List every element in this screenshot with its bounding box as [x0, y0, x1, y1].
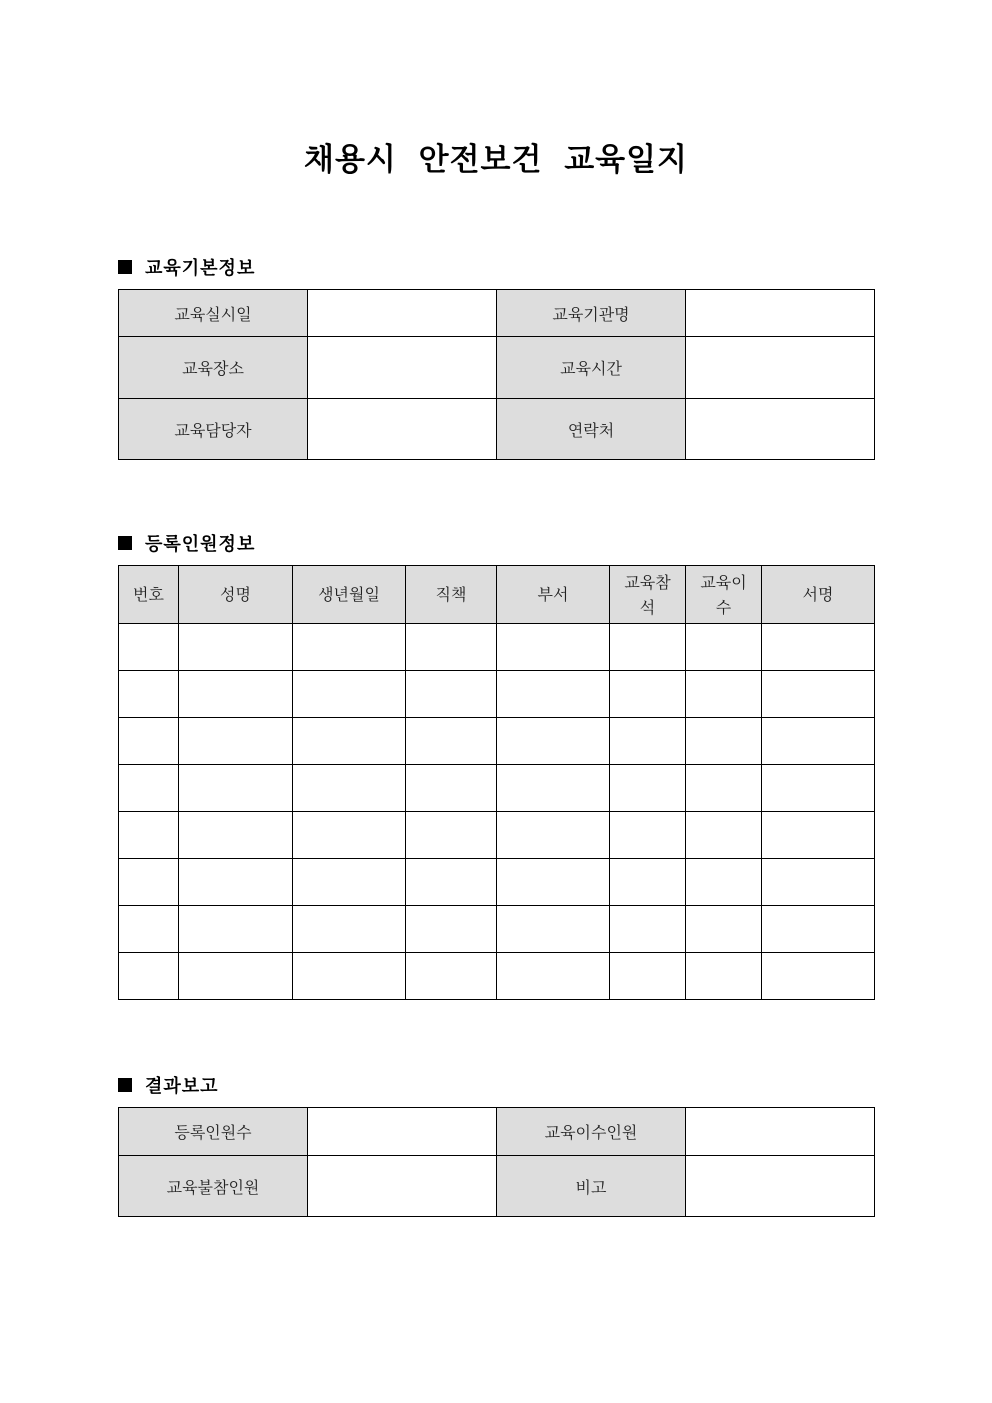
cell-completion[interactable]: [686, 671, 762, 718]
result-report-table: [118, 1107, 875, 1217]
black-square-bullet-icon: [118, 260, 132, 274]
label-absent-count: 교육불참인원: [119, 1156, 308, 1217]
table-row: [119, 624, 875, 671]
education-time-field[interactable]: [686, 337, 875, 399]
basic-info-table: [118, 289, 875, 460]
label-institution-name: 교육기관명: [497, 290, 686, 337]
table-row: [119, 337, 875, 399]
registration-table: [118, 565, 875, 1000]
section-heading-basic-info: [118, 254, 255, 280]
cell-birthdate[interactable]: [293, 765, 406, 812]
table-row: [119, 290, 875, 337]
table-row: [119, 1156, 875, 1217]
cell-signature[interactable]: [762, 812, 875, 859]
cell-birthdate[interactable]: [293, 671, 406, 718]
cell-number[interactable]: [119, 906, 179, 953]
cell-attendance[interactable]: [610, 859, 686, 906]
black-square-bullet-icon: [118, 1078, 132, 1092]
column-header-completion: [686, 566, 762, 624]
table-row: [119, 399, 875, 460]
cell-name[interactable]: [179, 953, 293, 1000]
table-row: [119, 718, 875, 765]
cell-name[interactable]: [179, 718, 293, 765]
cell-signature[interactable]: [762, 953, 875, 1000]
education-place-field[interactable]: [308, 337, 497, 399]
cell-department[interactable]: [497, 765, 610, 812]
cell-name[interactable]: [179, 765, 293, 812]
label-registered-count: 등록인원수: [119, 1108, 308, 1156]
cell-department[interactable]: [497, 624, 610, 671]
cell-position[interactable]: [406, 906, 497, 953]
absent-count-field[interactable]: [308, 1156, 497, 1217]
label-education-date: 교육실시일: [119, 290, 308, 337]
column-header-signature: 서명: [762, 566, 875, 624]
cell-birthdate[interactable]: [293, 906, 406, 953]
column-header-completion-label: 교육이수: [700, 572, 747, 617]
cell-position[interactable]: [406, 765, 497, 812]
remarks-field[interactable]: [686, 1156, 875, 1217]
cell-signature[interactable]: [762, 765, 875, 812]
cell-birthdate[interactable]: [293, 624, 406, 671]
cell-signature[interactable]: [762, 859, 875, 906]
label-education-place: 교육장소: [119, 337, 308, 399]
table-row: [119, 906, 875, 953]
cell-number[interactable]: [119, 765, 179, 812]
institution-name-field[interactable]: [686, 290, 875, 337]
table-row: [119, 1108, 875, 1156]
cell-number[interactable]: [119, 671, 179, 718]
cell-signature[interactable]: [762, 624, 875, 671]
cell-completion[interactable]: [686, 953, 762, 1000]
cell-attendance[interactable]: [610, 671, 686, 718]
cell-name[interactable]: [179, 812, 293, 859]
cell-signature[interactable]: [762, 671, 875, 718]
cell-signature[interactable]: [762, 718, 875, 765]
cell-name[interactable]: [179, 906, 293, 953]
cell-attendance[interactable]: [610, 624, 686, 671]
cell-birthdate[interactable]: [293, 953, 406, 1000]
table-row: [119, 671, 875, 718]
column-header-name: 성명: [179, 566, 293, 624]
cell-position[interactable]: [406, 624, 497, 671]
cell-completion[interactable]: [686, 624, 762, 671]
cell-department[interactable]: [497, 812, 610, 859]
cell-completion[interactable]: [686, 906, 762, 953]
education-date-field[interactable]: [308, 290, 497, 337]
section-heading-label: 교육기본정보: [145, 258, 256, 279]
section-heading-label: 등록인원정보: [145, 534, 256, 555]
cell-number[interactable]: [119, 859, 179, 906]
cell-number[interactable]: [119, 812, 179, 859]
cell-department[interactable]: [497, 906, 610, 953]
cell-department[interactable]: [497, 671, 610, 718]
education-manager-field[interactable]: [308, 399, 497, 460]
column-header-department: 부서: [497, 566, 610, 624]
label-contact: 연락처: [497, 399, 686, 460]
cell-attendance[interactable]: [610, 953, 686, 1000]
cell-number[interactable]: [119, 953, 179, 1000]
cell-completion[interactable]: [686, 859, 762, 906]
registered-count-field[interactable]: [308, 1108, 497, 1156]
section-heading-registration: [118, 530, 255, 556]
black-square-bullet-icon: [118, 536, 132, 550]
cell-birthdate[interactable]: [293, 859, 406, 906]
cell-birthdate[interactable]: [293, 718, 406, 765]
cell-attendance[interactable]: [610, 812, 686, 859]
table-row: [119, 859, 875, 906]
cell-position[interactable]: [406, 718, 497, 765]
table-row: [119, 812, 875, 859]
cell-department[interactable]: [497, 953, 610, 1000]
column-header-attendance: [610, 566, 686, 624]
cell-completion[interactable]: [686, 718, 762, 765]
label-remarks: 비고: [497, 1156, 686, 1217]
contact-field[interactable]: [686, 399, 875, 460]
table-header-row: [119, 566, 875, 624]
label-education-manager: 교육담당자: [119, 399, 308, 460]
cell-attendance[interactable]: [610, 718, 686, 765]
cell-signature[interactable]: [762, 906, 875, 953]
cell-department[interactable]: [497, 859, 610, 906]
label-education-time: 교육시간: [497, 337, 686, 399]
cell-position[interactable]: [406, 671, 497, 718]
completed-count-field[interactable]: [686, 1108, 875, 1156]
cell-number[interactable]: [119, 718, 179, 765]
column-header-position: 직책: [406, 566, 497, 624]
cell-attendance[interactable]: [610, 765, 686, 812]
cell-name[interactable]: [179, 624, 293, 671]
cell-position[interactable]: [406, 953, 497, 1000]
section-heading-result-report: [118, 1072, 219, 1098]
column-header-birthdate: 생년월일: [293, 566, 406, 624]
cell-department[interactable]: [497, 718, 610, 765]
cell-completion[interactable]: [686, 812, 762, 859]
page-title: 채용시 안전보건 교육일지: [304, 142, 688, 178]
table-row: [119, 765, 875, 812]
cell-birthdate[interactable]: [293, 812, 406, 859]
cell-name[interactable]: [179, 859, 293, 906]
cell-name[interactable]: [179, 671, 293, 718]
cell-position[interactable]: [406, 859, 497, 906]
cell-number[interactable]: [119, 624, 179, 671]
cell-position[interactable]: [406, 812, 497, 859]
cell-completion[interactable]: [686, 765, 762, 812]
table-row: [119, 953, 875, 1000]
section-heading-label: 결과보고: [145, 1076, 219, 1097]
cell-attendance[interactable]: [610, 906, 686, 953]
column-header-number: 번호: [119, 566, 179, 624]
column-header-attendance-label: 교육참석: [624, 572, 671, 617]
label-completed-count: 교육이수인원: [497, 1108, 686, 1156]
